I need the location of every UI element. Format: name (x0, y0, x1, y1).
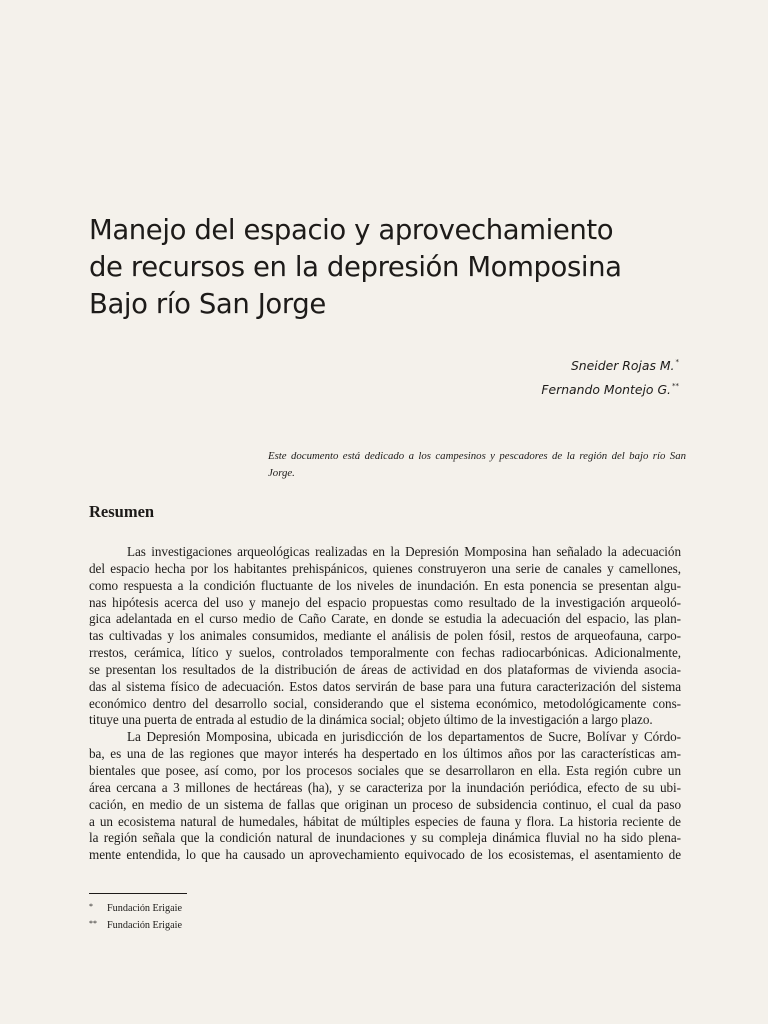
footnote-1-mark: * (89, 902, 93, 911)
footnote-1-text: Fundación Erigaie (107, 903, 182, 914)
footnotes (89, 899, 182, 933)
body-line: ba, es una de las regiones que mayor interés ha despertado en los últimos años por las características am- (89, 746, 681, 762)
author-1 (541, 352, 679, 376)
dedication: Este documento está dedicado a los campesinos y pescadores de la región del bajo río San Jorge. (268, 450, 686, 479)
body-line: área cercana a 3 millones de hectáreas (ha), y se caracteriza por la inundación periódica, efecto de su ubi- (89, 779, 681, 795)
body-line: a un ecosistema natural de humedales, hábitat de múltiples especies de fauna y flora. La historia reciente de (89, 813, 681, 829)
body-line: Las investigaciones arqueológicas realizadas en la Depresión Momposina han señalado la adecuación (127, 544, 681, 559)
abstract-body (89, 544, 681, 864)
body-line: económico dentro del desarrollo social, considerando que el sistema económico, metodológicamente cons- (89, 695, 681, 711)
footnote-2-mark: ** (89, 919, 97, 928)
body-line: cación, en medio de un sistema de fallas que originan un proceso de subsidencia continuo, el cual da paso (89, 796, 681, 812)
author-2 (541, 376, 679, 400)
body-line: tas cultivadas y los animales consumidos, mediante el análisis de polen fósil, restos de arqueofauna, carpo- (89, 628, 681, 644)
body-line: gica adelantada en el curso medio de Caño Carate, en donde se estudia la adecuación del espacio, las plan- (89, 611, 681, 627)
author-2-name: Fernando Montejo G. (541, 382, 671, 397)
body-line: la región señala que la condición natural de inundaciones y su compleja dinámica fluvial no ha sido plena- (89, 830, 681, 846)
body-line: das al sistema físico de adecuación. Estos datos servirán de base para una futura caracterización del sistema (89, 678, 681, 694)
footnote-2 (89, 916, 182, 933)
body-line: tituye una puerta de entrada al estudio de la dinámica social; objeto último de la investigación a largo plazo. (89, 712, 653, 728)
article-title (89, 212, 689, 323)
title-line-1: Manejo del espacio y aprovechamiento (89, 214, 614, 246)
author-1-footnote-mark: * (675, 358, 679, 366)
footnote-2-text: Fundación Erigaie (107, 920, 182, 931)
body-line: La Depresión Momposina, ubicada en jurisdicción de los departamentos de Sucre, Bolívar y Córdo- (127, 729, 681, 745)
body-line: del espacio hecha por los habitantes prehispánicos, quienes construyeron una serie de canales y camellones, (89, 560, 681, 576)
footnote-1 (89, 899, 182, 916)
body-line: bientales que posee, así como, por los procesos sociales que se desarrollaron en ella. Esta región cubre un (89, 762, 681, 778)
title-line-3: Bajo río San Jorge (89, 288, 326, 320)
footnote-separator (89, 893, 187, 894)
author-1-name: Sneider Rojas M. (570, 358, 675, 373)
body-line: se presentan los resultados de la distribución de áreas de actividad en dos plataformas de vivienda asocia- (89, 661, 681, 677)
author-list (541, 352, 679, 400)
author-2-footnote-mark: ** (672, 382, 679, 390)
body-line: mente entendida, lo que ha causado un aprovechamiento equivocado de los ecosistemas, el asentamiento de (89, 847, 681, 863)
body-line: nas hipótesis acerca del uso y manejo del espacio propuestas como resultado de la investigación arqueoló- (89, 594, 681, 610)
body-line: rrestos, cerámica, lítico y suelos, controlados temporalmente con fechas radiocarbónicas. Adicionalmente, (89, 645, 681, 661)
title-line-2: de recursos en la depresión Momposina (89, 251, 622, 283)
body-line: como respuesta a la condición fluctuante de los niveles de inundación. En esta ponencia se presentan algu- (89, 577, 681, 593)
section-heading-resumen: Resumen (89, 502, 155, 521)
